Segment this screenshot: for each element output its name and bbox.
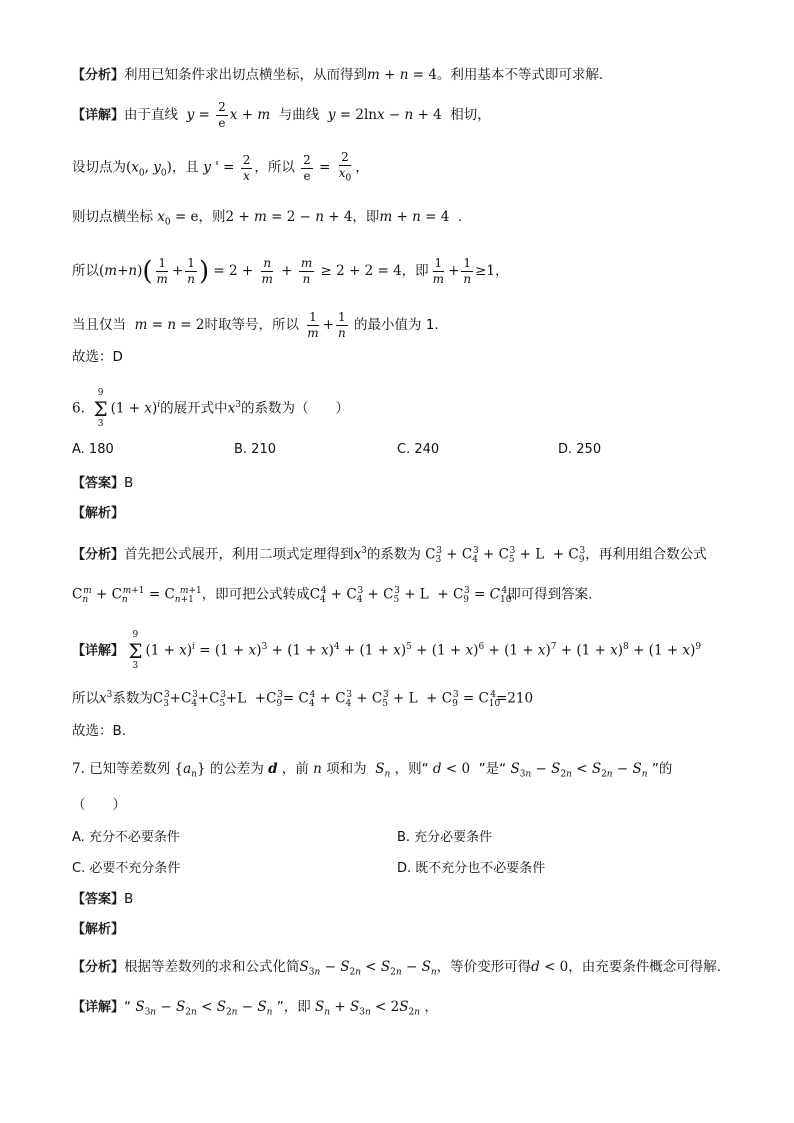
text: 首先把公式展开，利用二项式定理得到 — [124, 546, 354, 563]
text: 的系数为 — [366, 546, 421, 563]
q7-analysis-line: 【分析】根据等差数列的求和公式化简$S_{3n} - S_{2n} < S_{2n} - S_n$，等价变形可得d < 0，由充要条件概念可得解. — [72, 959, 722, 978]
fraction: $\frac{2}{e}$ — [218, 100, 226, 130]
question-text: 已知等差数列 — [89, 761, 171, 777]
analysis-tag: 【分析】 — [72, 68, 125, 83]
text: ”，即 — [276, 999, 311, 1015]
text: . — [457, 209, 463, 225]
answer-line — [72, 472, 133, 495]
answer-tag: 【答案】 — [72, 476, 125, 491]
text: 的最小值为 1. — [354, 317, 439, 333]
q6-choice-line: 故选：B. — [72, 723, 127, 739]
question-number: 6. — [72, 400, 85, 417]
option-b: B. 210 — [234, 442, 276, 457]
detail-line-2: 设切点为($x_0$, $y_0$)，且 y ' = $\frac{2}{x}$ ，所以 $\frac{2}{e}$ = $\frac{2}{x_0}$ ， — [72, 150, 369, 186]
text: 与曲线 — [278, 107, 320, 123]
detail-line-3: 则切点横坐标 $x_0 = e$，则2 + m = 2 − n + 4，即m + n = 4 . — [72, 209, 463, 228]
sum-symbol: 9 Σ 3 — [93, 388, 108, 429]
analysis-tag: 【分析】 — [72, 960, 125, 975]
q7-analysis-header — [72, 918, 124, 941]
question-6: 6. 9 Σ 3 $(1 + x)^i$的展开式中$x^3$的系数为（ ） — [72, 388, 350, 429]
text: 时取等号，所以 — [204, 317, 299, 333]
fraction: $\frac{2}{e}$ — [303, 152, 311, 183]
q6-analysis-line-1: 【分析】首先把公式展开，利用二项式定理得到$x^3$的系数为 $C_3^3 + C_4^3 + C_5^3 + L + C_9^3$，再利用组合数公式 — [72, 546, 707, 566]
q6-analysis-line-2: $C_n^m + C_n^{m+1} = C_{n+1}^{m+1}$，即可把公式转成$C_4^4 + C_4^3 + C_5^3 + L + C_9^3 = C_{10}^4$即可得到答案. — [72, 586, 593, 606]
q7-option-b: B. 充分必要条件 — [397, 830, 493, 845]
q7-detail-line: 【详解】“ $S_{3n} - S_{2n} < S_{2n} - S_n$ ”，即 $S_n + S_{3n} < 2S_{2n}$ ， — [72, 999, 438, 1018]
q6-sum-line: 所以$x^3$系数为$C_3^3+C_4^3+C_5^3+L +C_9^3= C_4^4 + C_4^3 + C_5^3 + L + C_9^3 = C_{10}^4=210$ — [72, 690, 534, 710]
text: 系数为 — [112, 690, 153, 707]
text: ，即 — [352, 209, 380, 225]
text: ，且 — [171, 159, 199, 176]
choice-line: 故选：D — [72, 349, 123, 365]
text: ，再利用组合数公式 — [585, 546, 707, 563]
detail-tag: 【详解】 — [72, 1000, 125, 1015]
question-7-paren: （ ） — [72, 797, 126, 813]
q6-detail-line: 【详解】 9 Σ 3 $(1 + x)^i = (1 + x)^3 + (1 + x)^4 + (1 + x)^5 + (1 + x)^6 + (1 + x)^7 + (1 + x)^8 + (1 + x)^9$ — [72, 630, 702, 671]
text: 即可得到答案. — [507, 586, 593, 603]
text: ， — [424, 999, 438, 1015]
question-text: 的公差为 — [209, 761, 264, 777]
text: 设切点为 — [72, 159, 126, 176]
question-text: ”是“ — [478, 761, 507, 777]
formula: m — [367, 67, 380, 83]
text: 利用已知条件求出切点横坐标，从而得到 — [124, 67, 368, 83]
q7-option-c: C. 必要不充分条件 — [72, 861, 181, 876]
text: 则切点横坐标 — [72, 209, 153, 225]
answer-value: B — [124, 891, 134, 907]
text: ，则 — [198, 209, 226, 225]
text: 相切， — [450, 107, 491, 123]
formula-curve: y — [327, 107, 336, 123]
detail-line-5: 当且仅当 m = n = 2时取等号，所以 $\frac{1}{m}$ + $\frac{1}{n}$ 的最小值为 1. — [72, 310, 439, 340]
formula-line: y — [186, 107, 195, 123]
analysis-line-1: 【分析】利用已知条件求出切点横坐标，从而得到m + n = 4。利用基本不等式即可求解. — [72, 67, 604, 83]
text: ，等价变形可得 — [436, 959, 532, 975]
question-text: 的展开式中 — [160, 400, 228, 417]
analysis-header — [72, 502, 124, 525]
text: 由于直线 — [124, 107, 179, 123]
q7-answer-line — [72, 888, 133, 911]
text: 。利用基本不等式即可求解. — [436, 67, 604, 83]
text: ， — [355, 159, 369, 176]
question-text: ，前 — [281, 761, 309, 777]
detail-tag: 【详解】 — [72, 643, 125, 659]
answer-value: B — [124, 475, 134, 491]
text: ，由充要条件概念可得解. — [568, 959, 722, 975]
text: 所以 — [72, 263, 99, 279]
fraction: $\frac{2}{x_0}$ — [338, 150, 352, 184]
question-7: 7. 已知等差数列 $\{a_n\}$ 的公差为 d ，前 n 项和为 $S_n$ ，则“ d < 0 ”是“ $S_{3n} - S_{2n} < S_{2n} - S_n$ ”的 — [72, 761, 673, 780]
q7-option-a: A. 充分不必要条件 — [72, 830, 180, 845]
detail-line-4: 所以(m+n)( $\frac{1}{m}$ + $\frac{1}{n}$ ) = 2 + $\frac{n}{m}$ + $\frac{m}{n}$ ≥ 2 + 2 = 4，即 $\frac{1}{m}$ + $\frac{1}{n}$ ≥1， — [72, 256, 509, 287]
sum-symbol: 9 Σ 3 — [128, 630, 143, 671]
text: ， — [495, 263, 509, 279]
text: ，所以 — [254, 159, 295, 176]
detail-tag: 【详解】 — [72, 108, 125, 123]
analysis-section-tag: 【解析】 — [72, 922, 125, 937]
analysis-section-tag: 【解析】 — [72, 506, 125, 521]
text: 根据等差数列的求和公式化简 — [124, 959, 300, 975]
text: 所以 — [72, 690, 99, 707]
option-a: A. 180 — [72, 442, 114, 457]
fraction: $\frac{2}{x}$ — [242, 152, 251, 183]
question-number: 7. — [72, 761, 85, 777]
question-text: ”的 — [651, 761, 673, 777]
q7-option-d: D. 既不充分也不必要条件 — [397, 861, 546, 876]
question-text: 的系数为（ ） — [241, 400, 350, 417]
answer-tag: 【答案】 — [72, 892, 125, 907]
text: “ — [124, 999, 132, 1015]
detail-line-1: 【详解】由于直线 y = $\frac{2}{e}$ x + m 与曲线 y = 2lnx − n + 4 相切， — [72, 100, 491, 130]
text: 当且仅当 — [72, 317, 126, 333]
question-text: ，则“ — [394, 761, 429, 777]
text: ，即 — [401, 263, 429, 279]
analysis-tag: 【分析】 — [72, 547, 125, 563]
option-c: C. 240 — [397, 442, 440, 457]
text: ，即可把公式转成 — [201, 586, 310, 603]
question-text: 项和为 — [326, 761, 367, 777]
option-d: D. 250 — [558, 442, 602, 457]
